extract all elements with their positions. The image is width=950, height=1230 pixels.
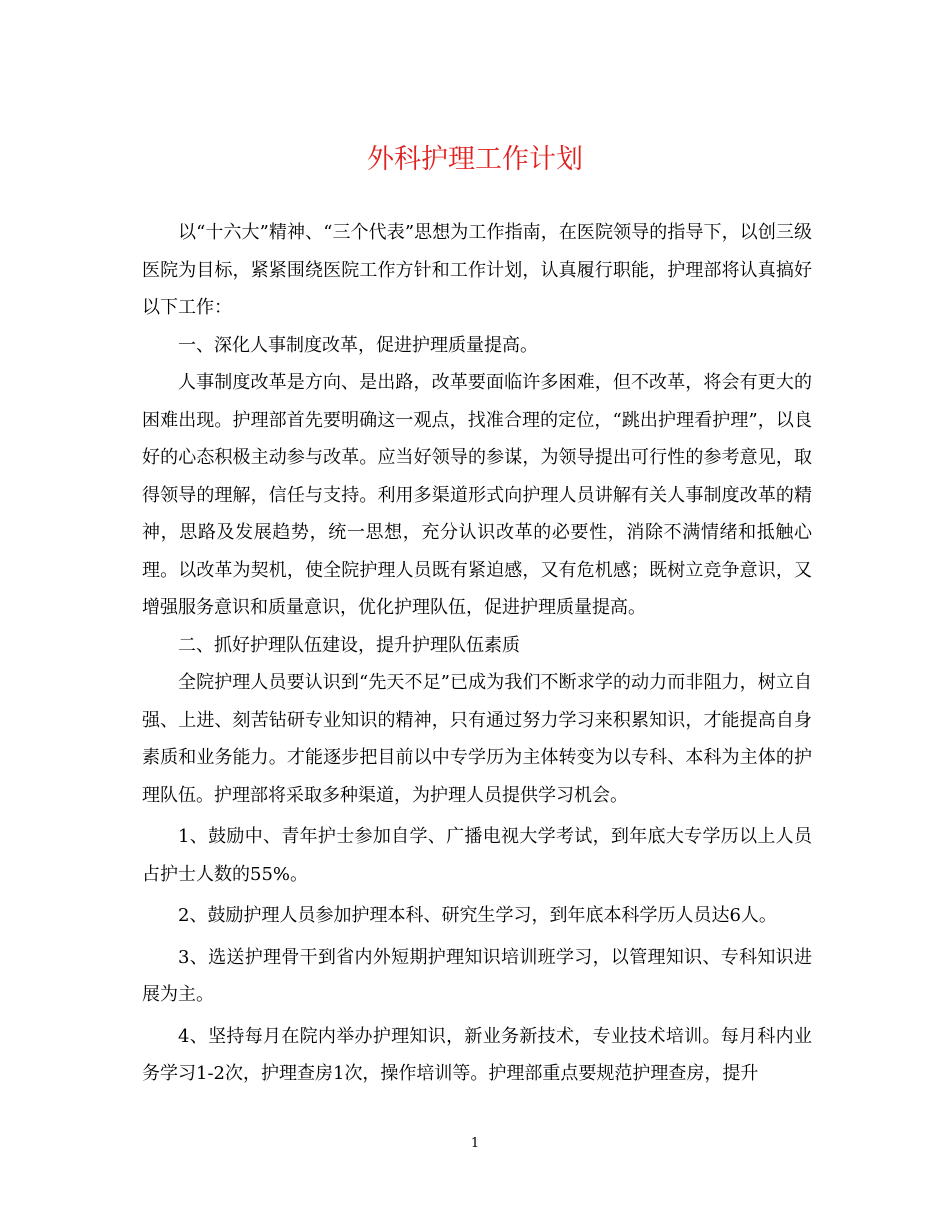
list-item-1: 1、鼓励中、青年护士参加自学、广播电视大学考试，到年底大专学历以上人员占护士人数的55%。 — [142, 826, 812, 885]
paragraph-section-1: 人事制度改革是方向、是出路，改革要面临许多困难，但不改革，将会有更大的困难出现。护理部首先要明确这一观点，找准合理的定位，“跳出护理看护理”，以良好的心态积极主动参与改革。应当好领导的参谋，为领导提出可行性的参考意见，取得领导的理解，信任与支持。利用多渠道形式向护理人员讲解有关人事制度改革的精神，思路及发展趋势，统一思想，充分认识改革的必要性，消除不满情绪和抵触心理。以改革为契机，使全院护理人员既有紧迫感，又有危机感；既树立竞争意识，又增强服务意识和质量意识，优化护理队伍，促进护理质量提高。 — [142, 372, 812, 618]
document-body — [142, 214, 812, 1093]
paragraph-section-2: 全院护理人员要认识到“先天不足”已成为我们不断求学的动力而非阻力，树立自强、上进、刻苦钻研专业知识的精神，只有通过努力学习来积累知识，才能提高自身素质和业务能力。才能逐步把目前以中专学历为主体转变为以专科、本科为主体的护理队伍。护理部将采取多种渠道，为护理人员提供学习机会。 — [142, 672, 812, 806]
list-item-4: 4、坚持每月在院内举办护理知识，新业务新技术，专业技术培训。每月科内业务学习1-2次，护理查房1次，操作培训等。护理部重点要规范护理查房，提升 — [142, 1025, 812, 1084]
page-number: 1 — [470, 1136, 480, 1151]
list-item-3: 3、选送护理骨干到省内外短期护理知识培训班学习，以管理知识、专科知识进展为主。 — [142, 946, 812, 1005]
section-heading-2: 二、抓好护理队伍建设，提升护理队伍素质 — [178, 634, 520, 656]
list-item-2: 2、鼓励护理人员参加护理本科、研究生学习，到年底本科学历人员达6人。 — [178, 905, 777, 926]
document-title: 外科护理工作计划 — [367, 144, 583, 175]
paragraph-intro: 以“十六大”精神、“三个代表”思想为工作指南，在医院领导的指导下，以创三级医院为目标，紧紧围绕医院工作方针和工作计划，认真履行职能，护理部将认真搞好以下工作： — [142, 222, 812, 318]
section-heading-1: 一、深化人事制度改革，促进护理质量提高。 — [178, 334, 538, 356]
